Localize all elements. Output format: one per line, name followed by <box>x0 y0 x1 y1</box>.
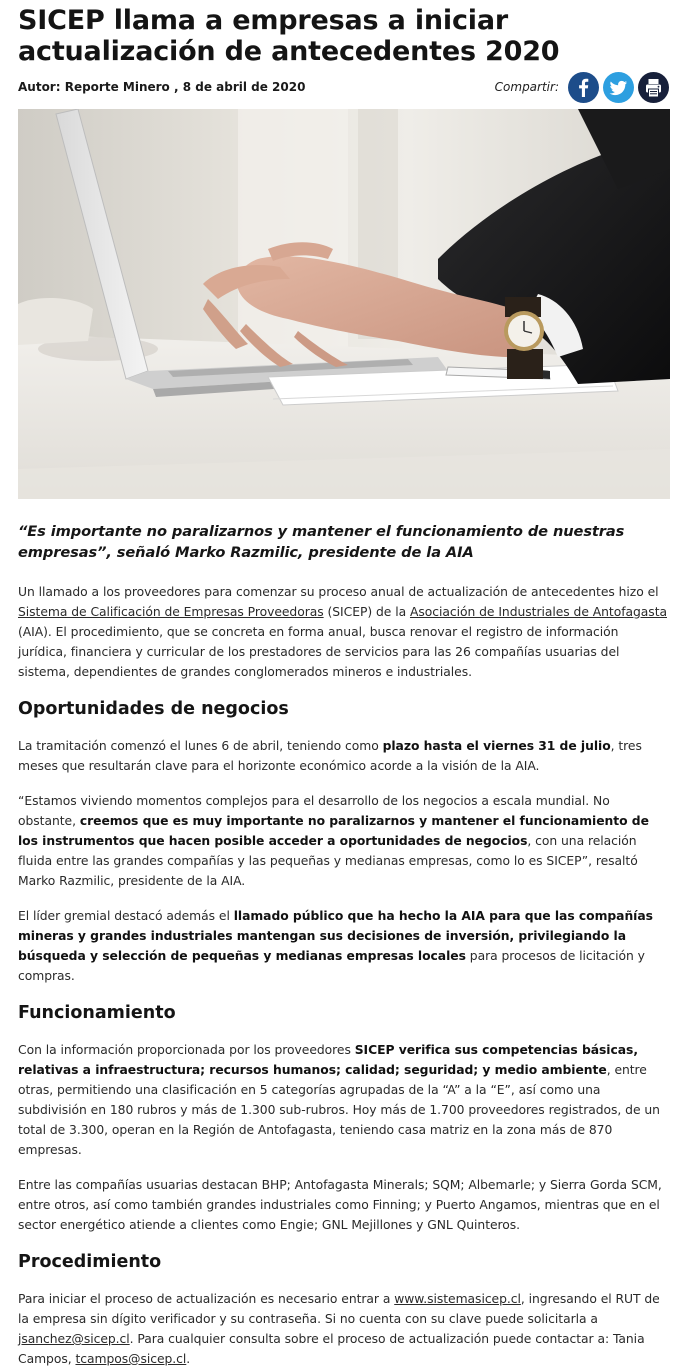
paragraph-text: Para iniciar el proceso de actualización es necesario entrar a <box>18 1292 395 1306</box>
paragraph-informacion <box>18 1040 669 1160</box>
facebook-icon <box>568 72 599 103</box>
bold-text: SICEP verifica sus competencias básicas, relativas a infraestructura; recursos humanos; calidad; seguridad; y medio ambiente <box>18 1043 638 1077</box>
paragraph-text: para procesos de licitación y compras. <box>18 949 645 983</box>
tcampos-email-link[interactable]: tcampos@sicep.cl <box>75 1352 187 1366</box>
paragraph-text: . Para cualquier consulta sobre el proceso de actualización puede contactar a: Tania Campos, <box>18 1332 645 1366</box>
paragraph-quote <box>18 791 669 891</box>
author-line: Autor: Reporte Minero , 8 de abril de 2020 <box>18 80 306 94</box>
paragraph-intro <box>18 582 669 682</box>
paragraph-procedimiento <box>18 1289 669 1369</box>
paragraph-text: (AIA). El procedimiento, que se concreta en forma anual, busca renovar el registro de información jurídica, financiera y curricular de los prestadores de servicios para las 26 compañías usuarias del sistema, dependientes de grandes conglomerados mineros e industriales. <box>18 625 620 679</box>
paragraph-text: (SICEP) de la <box>323 605 410 619</box>
bold-text: llamado público que ha hecho la AIA para que las compañías mineras y grandes industriales mantengan sus decisiones de inversión, privilegiando la búsqueda y selección de pequeñas y medianas empresas locales <box>18 909 653 963</box>
facebook-share-button[interactable] <box>568 72 599 103</box>
sicep-link[interactable]: Sistema de Calificación de Empresas Proveedoras <box>18 605 324 619</box>
paragraph-text: Con la información proporcionada por los proveedores <box>18 1043 355 1057</box>
print-button[interactable] <box>638 72 669 103</box>
paragraph-companias: Entre las compañías usuarias destacan BHP; Antofagasta Minerals; SQM; Albemarle; y Sierra Gorda SCM, entre otros, así como también grandes industriales como Finning; y Puerto Angamos, mientras que en el sector energético atiende a clientes como Engie; GNL Mejillones y GNL Quinteros. <box>18 1178 662 1232</box>
paragraph-text: , con una relación fluida entre las grandes compañías y las pequeñas y medianas empresas, como lo es SICEP”, resaltó Marko Razmilic, presidente de la AIA. <box>18 834 638 888</box>
bold-text: creemos que es muy importante no paralizarnos y mantener el funcionamiento de los instrumentos que hacen posible acceder a oportunidades de negocios <box>18 814 649 848</box>
paragraph-text: . <box>186 1352 191 1366</box>
paragraph-lider <box>18 906 669 986</box>
article-title: SICEP llama a empresas a iniciar actualización de antecedentes 2020 <box>18 5 560 67</box>
twitter-icon <box>603 72 634 103</box>
twitter-share-button[interactable] <box>603 72 634 103</box>
hero-image <box>18 109 670 499</box>
paragraph-tramitacion <box>18 736 669 776</box>
aia-link[interactable]: Asociación de Industriales de Antofagasta <box>409 605 667 619</box>
sistemasicep-link[interactable]: www.sistemasicep.cl <box>394 1292 521 1306</box>
paragraph-text: , entre otras, permitiendo una clasificación en 5 categorías agrupadas de la “A” a la “E”, así como una subdivisión en 180 rubros y más de 1.300 sub-rubros. Hoy más de 1.700 proveedores registrados, de un total de 3.300, operan en la Región de Antofagasta, teniendo casa matriz en la zona más de 870 empresas. <box>18 1063 660 1157</box>
heading-funcionamiento: Funcionamiento <box>18 1003 176 1023</box>
paragraph-text: El líder gremial destacó además el <box>18 909 234 923</box>
share-bar <box>495 72 669 103</box>
bold-text: plazo hasta el viernes 31 de julio <box>382 739 611 753</box>
share-label: Compartir: <box>494 80 559 94</box>
article-meta <box>18 68 669 106</box>
article-lede: “Es importante no paralizarnos y mantener el funcionamiento de nuestras empresas”, señaló Marko Razmilic, presidente de la AIA <box>18 523 625 561</box>
paragraph-text: Un llamado a los proveedores para comenzar su proceso anual de actualización de antecedentes hizo el <box>18 585 659 599</box>
paragraph-text: , tres meses que resultarán clave para el horizonte económico acorde a la visión de la AIA. <box>18 739 642 773</box>
paragraph-text: La tramitación comenzó el lunes 6 de abril, teniendo como <box>18 739 383 753</box>
printer-icon <box>638 72 669 103</box>
heading-oportunidades: Oportunidades de negocios <box>18 699 289 719</box>
paragraph-text: “Estamos viviendo momentos complejos para el desarrollo de los negocios a escala mundial. No obstante, <box>18 794 610 828</box>
paragraph-text: , ingresando el RUT de la empresa sin dígito verificador y su contraseña. Si no cuenta con su clave puede solicitarla a <box>18 1292 660 1326</box>
jsanchez-email-link[interactable]: jsanchez@sicep.cl <box>18 1332 130 1346</box>
heading-procedimiento: Procedimiento <box>18 1252 162 1272</box>
